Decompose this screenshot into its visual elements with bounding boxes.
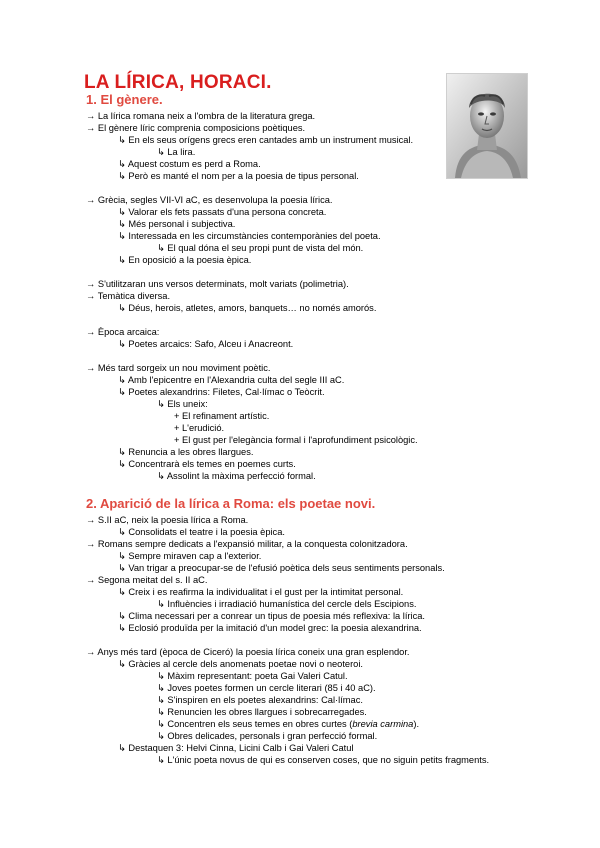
- list-item: ↳ Més personal i subjectiva.: [118, 219, 236, 229]
- bullet-item: + L'erudició.: [174, 423, 225, 433]
- list-item: ↳ Interessada en les circumstàncies contemporànies del poeta.: [118, 231, 381, 241]
- list-item: ↳ Renuncia a les obres llargues.: [118, 447, 254, 457]
- list-item: ↳ S'inspiren en els poetes alexandrins: Cal·límac.: [157, 695, 363, 705]
- list-item: ↳ Sempre miraven cap a l'exterior.: [118, 551, 262, 561]
- list-item: ↳ Valorar els fets passats d'una persona concreta.: [118, 207, 327, 217]
- list-item: → Època arcaica:: [86, 327, 160, 337]
- list-item: → Segona meitat del s. II aC.: [86, 575, 208, 585]
- section-heading-rome: 2. Aparició de la lírica a Roma: els poetae novi.: [86, 496, 376, 511]
- list-item: ↳ Aquest costum es perd a Roma.: [118, 159, 261, 169]
- list-item: ↳ El qual dóna el seu propi punt de vista del món.: [157, 243, 364, 253]
- list-item: ↳ Influències i irradiació humanística del cercle dels Escipions.: [157, 599, 417, 609]
- list-item: ↳ Renuncien les obres llargues i sobrecarregades.: [157, 707, 367, 717]
- list-item: ↳ Clima necessari per a conrear un tipus de poesia més reflexiva: la lírica.: [118, 611, 425, 621]
- list-item: → El gènere líric comprenia composicions poètiques.: [86, 123, 306, 133]
- list-item: ↳ Amb l'epicentre en l'Alexandria culta del segle III aC.: [118, 375, 345, 385]
- list-item: ↳ L'únic poeta novus de qui es conserven coses, que no siguin petits fragments.: [157, 755, 490, 765]
- document-title: LA LÍRICA, HORACI.: [84, 72, 272, 93]
- list-item: ↳ Poetes arcaics: Safo, Alceu i Anacreont.: [118, 339, 294, 349]
- bullet-item: + El refinament artístic.: [174, 411, 270, 421]
- list-item: ↳ Eclosió produïda per la imitació d'un model grec: la poesia alexandrina.: [118, 623, 422, 633]
- list-item: ↳ Consolidats el teatre i la poesia èpica.: [118, 527, 285, 537]
- bullet-item: + El gust per l'elegància formal i l'aprofundiment psicològic.: [174, 435, 418, 445]
- list-item: ↳ Van trigar a preocupar-se de l'efusió poètica dels seus sentiments personals.: [118, 563, 445, 573]
- list-item: ↳ Assolint la màxima perfecció formal.: [157, 471, 316, 481]
- list-item: ↳ Déus, herois, atletes, amors, banquets… no només amorós.: [118, 303, 377, 313]
- list-item: ↳ En oposició a la poesia èpica.: [118, 255, 252, 265]
- list-item: → La lírica romana neix a l'ombra de la literatura grega.: [86, 111, 316, 121]
- list-item: → Més tard sorgeix un nou moviment poètic.: [86, 363, 271, 373]
- list-item: ↳ Concentrarà els temes en poemes curts.: [118, 459, 296, 469]
- list-item: ↳ Creix i es reafirma la individualitat i el gust per la intimitat personal.: [118, 587, 404, 597]
- list-item: ↳ Màxim representant: poeta Gai Valeri Catul.: [157, 671, 348, 681]
- list-item: → Temàtica diversa.: [86, 291, 171, 301]
- list-item: → S'utilitzaran uns versos determinats, molt variats (polimetria).: [86, 279, 349, 289]
- list-item: ↳ Destaquen 3: Helvi Cinna, Licini Calb i Gai Valeri Catul: [118, 743, 354, 753]
- list-item: → Anys més tard (època de Ciceró) la poesia lírica coneix una gran esplendor.: [86, 647, 410, 657]
- bust-portrait-icon: [447, 74, 527, 178]
- list-item: ↳ La lira.: [157, 147, 196, 157]
- list-item: ↳ Gràcies al cercle dels anomenats poetae novi o neoteroi.: [118, 659, 363, 669]
- list-item: ↳ Poetes alexandrins: Filetes, Cal·límac o Teòcrit.: [118, 387, 325, 397]
- list-item: → Grècia, segles VII-VI aC, es desenvolupa la poesia lírica.: [86, 195, 333, 205]
- horace-portrait-image: [446, 73, 528, 179]
- list-item: ↳ Els uneix:: [157, 399, 208, 409]
- list-item: → S.II aC, neix la poesia lírica a Roma.: [86, 515, 249, 525]
- list-item: ↳ En els seus orígens grecs eren cantades amb un instrument musical.: [118, 135, 414, 145]
- list-item: ↳ Joves poetes formen un cercle literari (85 i 40 aC).: [157, 683, 376, 693]
- list-item: → Romans sempre dedicats a l'expansió militar, a la conquesta colonitzadora.: [86, 539, 408, 549]
- list-item: ↳ Obres delicades, personals i gran perfecció formal.: [157, 731, 378, 741]
- list-item: ↳ Concentren els seus temes en obres curtes (brevia carmina).: [157, 719, 420, 729]
- section-heading-genre: 1. El gènere.: [86, 92, 163, 107]
- list-item: ↳ Però es manté el nom per a la poesia de tipus personal.: [118, 171, 359, 181]
